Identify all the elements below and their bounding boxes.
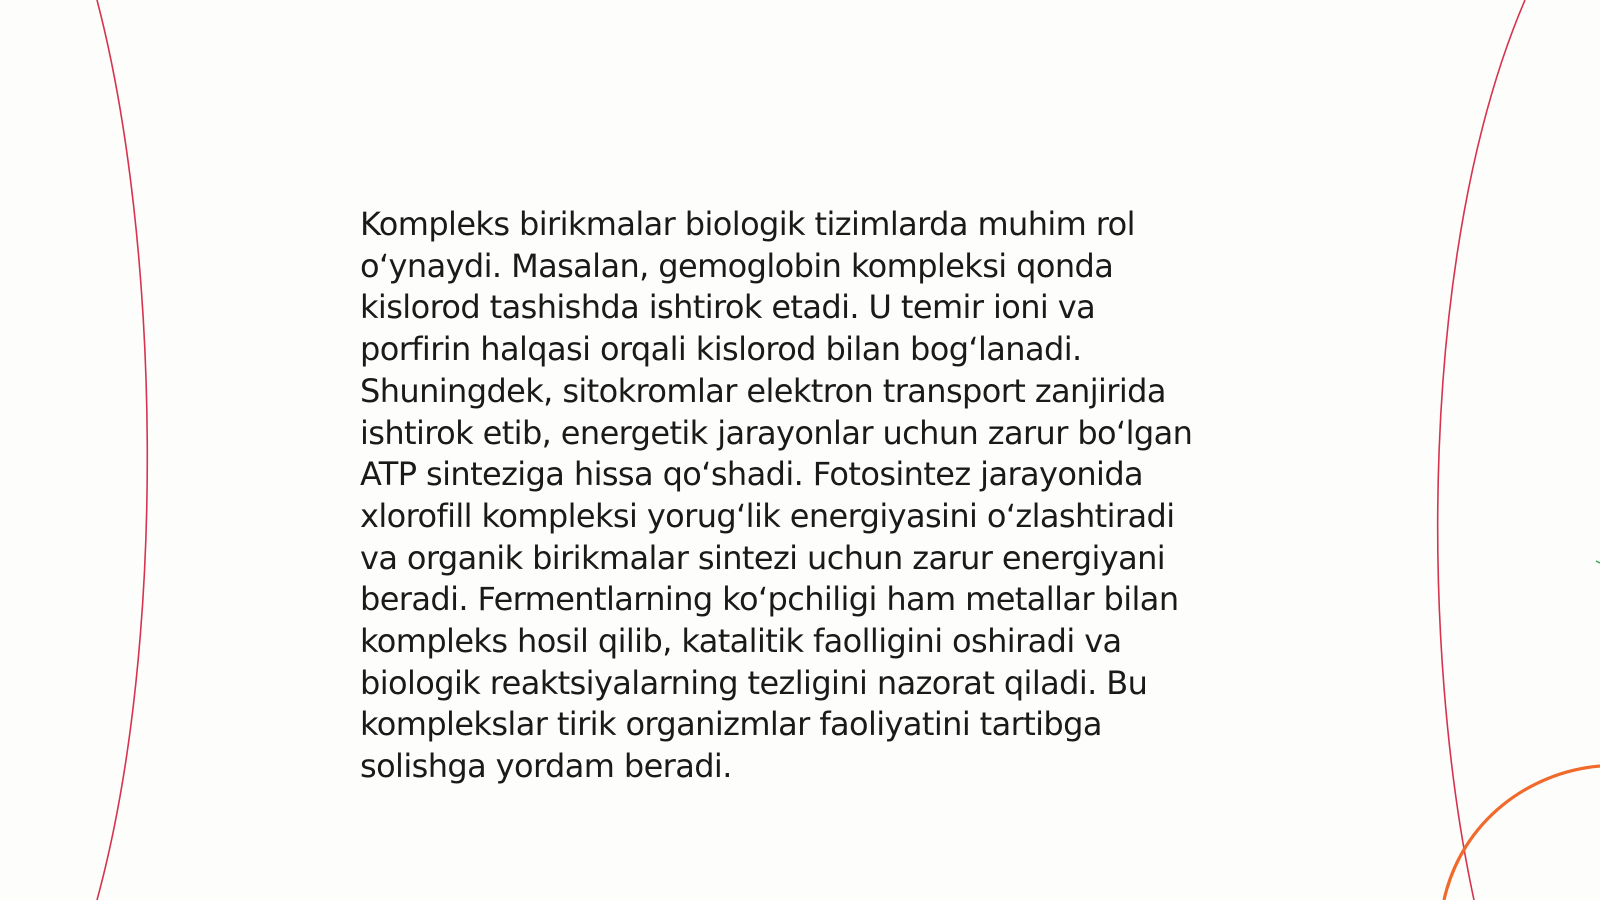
left-curve-line: [97, 0, 147, 900]
right-curve-line: [1438, 0, 1525, 900]
right-edge-accent-tick: [1596, 561, 1600, 563]
slide-body-text: Kompleks birikmalar biologik tizimlarda muhim rol o‘ynaydi. Masalan, gemoglobin kompleksi qonda kislorod tashishda ishtirok etadi. U temir ioni va porfirin halqasi orqali kislorod bilan bog‘lanadi. Shuningdek, sitokromlar elektron transport zanjirida ishtirok etib, energetik jarayonlar uchun zarur bo‘lgan ATP sinteziga hissa qo‘shadi. Fotosintez jarayonida xlorofill kompleksi yorug‘lik energiyasini o‘zlashtiradi va organik birikmalar sintezi uchun zarur energiyani beradi. Fermentlarning ko‘pchiligi ham metallar bilan kompleks hosil qilib, katalitik faolligini oshiradi va biologik reaktsiyalarning tezligini nazorat qiladi. Bu komplekslar tirik organizmlar faoliyatini tartibga solishga yordam beradi.: [360, 205, 1193, 786]
bottom-right-accent-arc: [1444, 766, 1600, 900]
